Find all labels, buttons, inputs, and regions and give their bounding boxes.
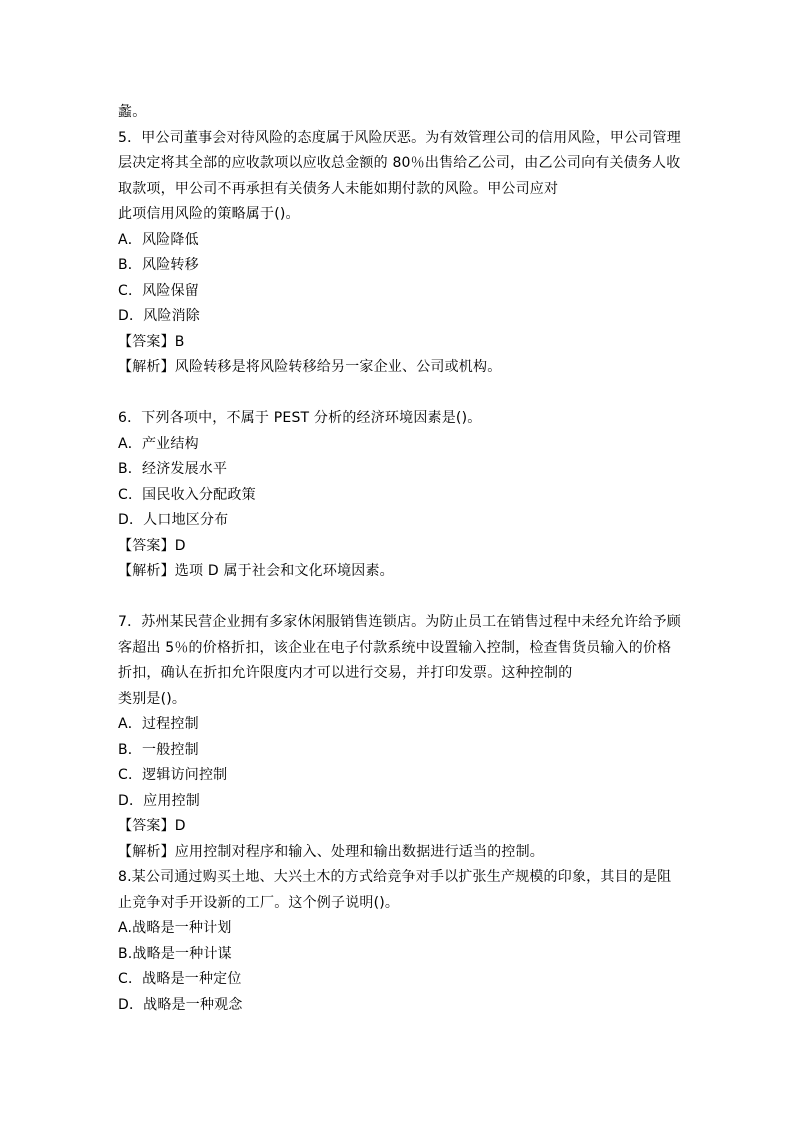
option-b: B．风险转移 bbox=[118, 257, 199, 273]
answer: 【答案】D bbox=[118, 818, 186, 834]
option-c: C．战略是一种定位 bbox=[118, 971, 242, 987]
question-stem-line: 折扣，确认在折扣允许限度内才可以进行交易，并打印发票。这种控制的 bbox=[118, 665, 573, 681]
document-page bbox=[118, 100, 688, 1018]
answer: 【答案】D bbox=[118, 537, 186, 554]
analysis: 【解析】应用控制对程序和输入、处理和输出数据进行适当的控制。 bbox=[118, 843, 544, 860]
question-stem-line: 层决定将其全部的应收款项以应收总金额的 80％出售给乙公司，由乙公司向有关债务人收 bbox=[118, 155, 681, 171]
question-stem-line: 5．甲公司董事会对待风险的态度属于风险厌恶。为有效管理公司的信用风险，甲公司管理 bbox=[118, 129, 681, 146]
option-a: A．过程控制 bbox=[118, 716, 199, 732]
question-stem-line: 取款项，甲公司不再承担有关债务人未能如期付款的风险。甲公司应对 bbox=[118, 180, 559, 197]
option-d: D．风险消除 bbox=[118, 308, 200, 324]
option-b: B．经济发展水平 bbox=[118, 461, 228, 477]
question-stem-line: 客超出 5％的价格折扣，该企业在电子付款系统中设置输入控制，检查售货员输入的价格 bbox=[118, 639, 672, 656]
question-stem-line: 6．下列各项中，不属于 PEST 分析的经济环境因素是()。 bbox=[118, 410, 482, 426]
question-stem-line: 7．苏州某民营企业拥有多家休闲服销售连锁店。为防止员工在销售过程中未经允许给予顾 bbox=[118, 614, 681, 630]
question-6 bbox=[118, 406, 688, 585]
question-5 bbox=[118, 126, 688, 381]
option-b: B.战略是一种计谋 bbox=[118, 945, 232, 962]
question-8 bbox=[118, 865, 688, 1018]
question-stem-line: 8.某公司通过购买土地、大兴土木的方式给竞争对手以扩张生产规模的印象，其目的是阻 bbox=[118, 869, 672, 885]
option-d: D．人口地区分布 bbox=[118, 512, 229, 528]
question-stem-line: 此项信用风险的策略属于()。 bbox=[118, 206, 300, 222]
option-c: C．逻辑访问控制 bbox=[118, 767, 228, 783]
option-d: D．应用控制 bbox=[118, 792, 200, 809]
option-d: D．战略是一种观念 bbox=[118, 996, 243, 1013]
option-a: A.战略是一种计划 bbox=[118, 920, 232, 936]
option-c: C．国民收入分配政策 bbox=[118, 486, 256, 503]
answer: 【答案】B bbox=[118, 333, 185, 350]
text-fragment: 蠡。 bbox=[118, 104, 147, 120]
question-7 bbox=[118, 610, 688, 865]
option-b: B．一般控制 bbox=[118, 741, 199, 758]
option-c: C．风险保留 bbox=[118, 282, 199, 299]
spacer bbox=[118, 585, 688, 611]
analysis: 【解析】风险转移是将风险转移给另一家企业、公司或机构。 bbox=[118, 359, 502, 375]
option-a: A．风险降低 bbox=[118, 231, 199, 248]
spacer bbox=[118, 381, 688, 407]
analysis: 【解析】选项 D 属于社会和文化环境因素。 bbox=[118, 563, 394, 579]
question-stem-line: 止竞争对手开设新的工厂。这个例子说明()。 bbox=[118, 894, 400, 911]
question-stem-line: 类别是()。 bbox=[118, 690, 187, 707]
option-a: A．产业结构 bbox=[118, 435, 199, 452]
